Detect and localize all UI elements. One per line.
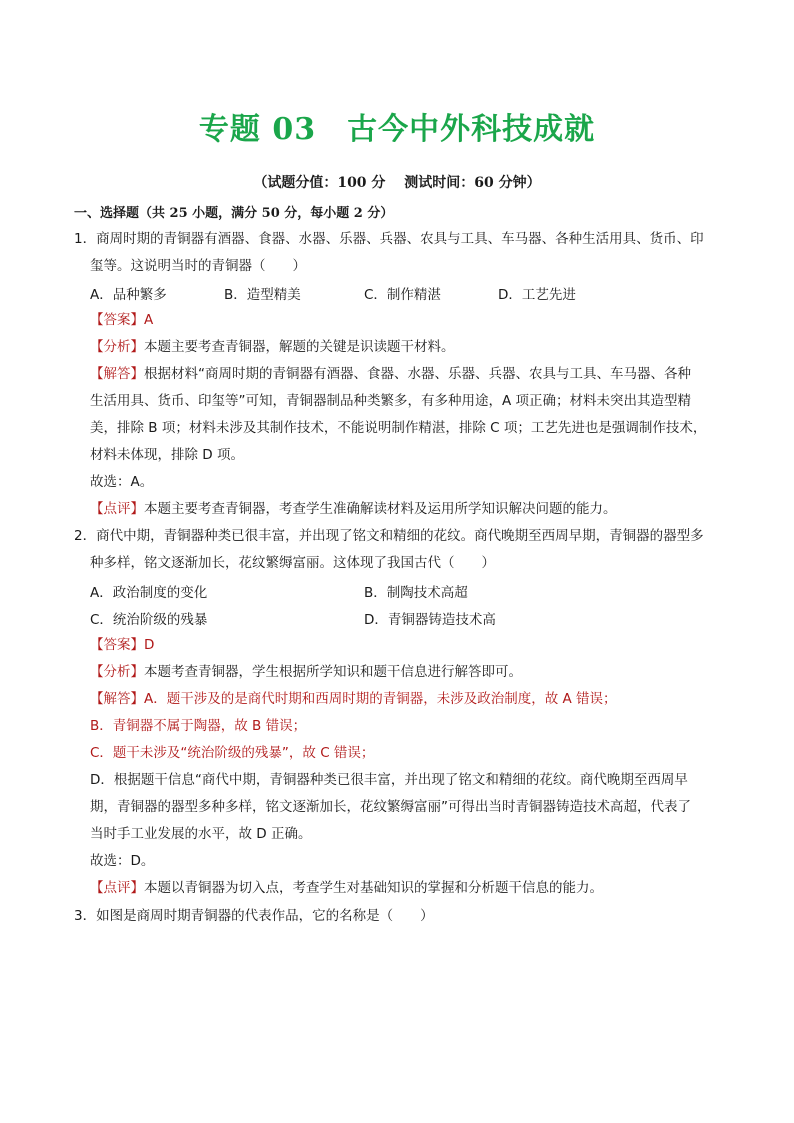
q1-choice: 故选：A。: [90, 474, 154, 490]
q2-option-d: D．青铜器铸造技术高: [364, 612, 496, 628]
comment-label: 【点评】: [90, 501, 144, 517]
q1-solution-line-1: [90, 364, 691, 384]
exam-info: （试题分值：100 分 测试时间：60 分钟）: [253, 175, 541, 191]
q1-answer: [90, 310, 153, 330]
q2-solution-line-6: 当时手工业发展的水平，故 D 正确。: [90, 826, 312, 842]
q3-stem-line-1: 3．如图是商周时期青铜器的代表作品，它的名称是（ ）: [74, 908, 434, 924]
q1-option-b: B．造型精美: [224, 287, 301, 303]
q2-solution-line-4: D．根据题干信息“商代中期，青铜器种类已很丰富，并出现了铭文和精细的花纹。商代晚期至西周早: [90, 772, 688, 788]
q1-solution-line-4: 材料未体现，排除 D 项。: [90, 447, 244, 463]
q1-stem-line-2: 玺等。这说明当时的青铜器（ ）: [90, 258, 306, 274]
answer-label: 【答案】: [90, 312, 144, 328]
q2-option-b: B．制陶技术高超: [364, 585, 468, 601]
q1-solution-line-3: 美，排除 B 项；材料未涉及其制作技术，不能说明制作精湛，排除 C 项；工艺先进也是强调制作技术，: [90, 420, 707, 436]
comment-text: 本题以青铜器为切入点，考查学生对基础知识的掌握和分析题干信息的能力。: [144, 880, 603, 896]
q1-stem-line-1: 1．商周时期的青铜器有酒器、食器、水器、乐器、兵器、农具与工具、车马器、各种生活用具、货币、印: [74, 231, 704, 247]
analysis-text: 本题主要考查青铜器，解题的关键是识读题干材料。: [144, 339, 455, 355]
q2-option-a: A．政治制度的变化: [90, 585, 208, 601]
q2-comment: [90, 878, 603, 898]
q1-option-a: A．品种繁多: [90, 287, 167, 303]
comment-text: 本题主要考查青铜器，考查学生准确解读材料及运用所学知识解决问题的能力。: [144, 501, 617, 517]
q2-stem-line-1: 2．商代中期，青铜器种类已很丰富，并出现了铭文和精细的花纹。商代晚期至西周早期，青铜器的器型多: [74, 528, 704, 544]
analysis-label: 【分析】: [90, 664, 144, 680]
q2-option-c: C．统治阶级的残暴: [90, 612, 208, 628]
q2-solution-line-3: C．题干未涉及“统治阶级的残暴”，故 C 错误；: [90, 745, 375, 761]
q1-solution-line-2: 生活用具、货币、印玺等”可知，青铜器制品种类繁多，有多种用途，A 项正确；材料未突出其造型精: [90, 393, 692, 409]
analysis-label: 【分析】: [90, 339, 144, 355]
q2-analysis: [90, 662, 522, 682]
q2-solution-line-2: B．青铜器不属于陶器，故 B 错误；: [90, 718, 307, 734]
q2-choice: 故选：D。: [90, 853, 155, 869]
solution-text: 根据材料“商周时期的青铜器有酒器、食器、水器、乐器、兵器、农具与工具、车马器、各种: [144, 366, 691, 382]
answer-label: 【答案】: [90, 637, 144, 653]
solution-text: A．题干涉及的是商代时期和西周时期的青铜器，未涉及政治制度，故 A 错误；: [144, 691, 617, 707]
q1-option-d: D．工艺先进: [498, 287, 576, 303]
q2-answer: [90, 635, 154, 655]
page-title: 专题 03 古今中外科技成就: [198, 112, 596, 147]
q2-solution-line-1: [90, 689, 617, 709]
section-heading: 一、选择题（共 25 小题，满分 50 分，每小题 2 分）: [74, 206, 394, 221]
q1-option-c: C．制作精湛: [364, 287, 441, 303]
q2-stem-line-2: 种多样，铭文逐渐加长，花纹繁缛富丽。这体现了我国古代（ ）: [90, 555, 495, 571]
analysis-text: 本题考查青铜器，学生根据所学知识和题干信息进行解答即可。: [144, 664, 522, 680]
q1-comment: [90, 499, 617, 519]
q2-solution-line-5: 期，青铜器的器型多种多样，铭文逐渐加长，花纹繁缛富丽”可得出当时青铜器铸造技术高超，代表了: [90, 799, 691, 815]
answer-value: A: [144, 312, 154, 328]
solution-label: 【解答】: [90, 366, 144, 382]
solution-label: 【解答】: [90, 691, 144, 707]
comment-label: 【点评】: [90, 880, 144, 896]
answer-value: D: [144, 637, 155, 653]
q1-analysis: [90, 337, 455, 357]
